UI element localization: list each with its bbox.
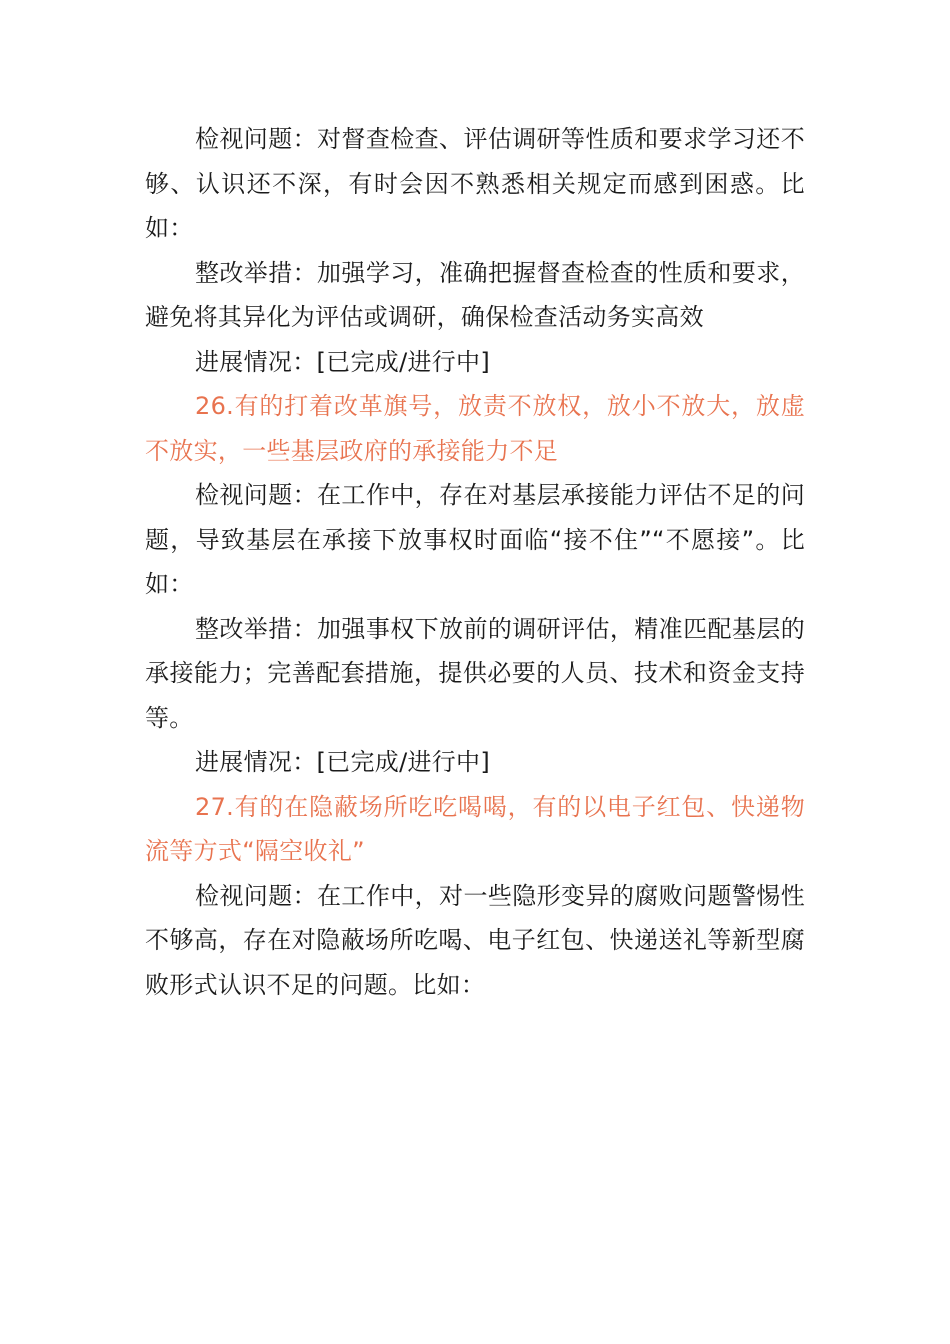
paragraph-issue-review: 检视问题：对督查检查、评估调研等性质和要求学习还不够、认识还不深，有时会因不熟悉相关规定而感到困惑。比如：	[145, 125, 805, 242]
paragraph-rectification-measures: 整改举措：加强学习，准确把握督查检查的性质和要求，避免将其异化为评估或调研，确保检查活动务实高效	[145, 258, 805, 331]
section-heading-26: 26.有的打着改革旗号，放责不放权，放小不放大，放虚不放实，一些基层政府的承接能力不足	[145, 392, 805, 465]
paragraph-rectification-measures: 整改举措：加强事权下放前的调研评估，精准匹配基层的承接能力；完善配套措施，提供必要的人员、技术和资金支持等。	[145, 614, 805, 732]
document-body	[145, 117, 805, 1007]
paragraph-progress-status: 进展情况：[已完成/进行中]	[195, 347, 491, 376]
paragraph-progress-status: 进展情况：[已完成/进行中]	[195, 748, 491, 776]
section-heading-27: 27.有的在隐蔽场所吃吃喝喝，有的以电子红包、快递物流等方式“隔空收礼”	[145, 792, 805, 865]
paragraph-issue-review: 检视问题：在工作中，存在对基层承接能力评估不足的问题，导致基层在承接下放事权时面临“接不住”“不愿接”。比如：	[145, 481, 805, 598]
paragraph-issue-review: 检视问题：在工作中，对一些隐形变异的腐败问题警惕性不够高，存在对隐蔽场所吃喝、电子红包、快递送礼等新型腐败形式认识不足的问题。比如：	[145, 881, 805, 999]
